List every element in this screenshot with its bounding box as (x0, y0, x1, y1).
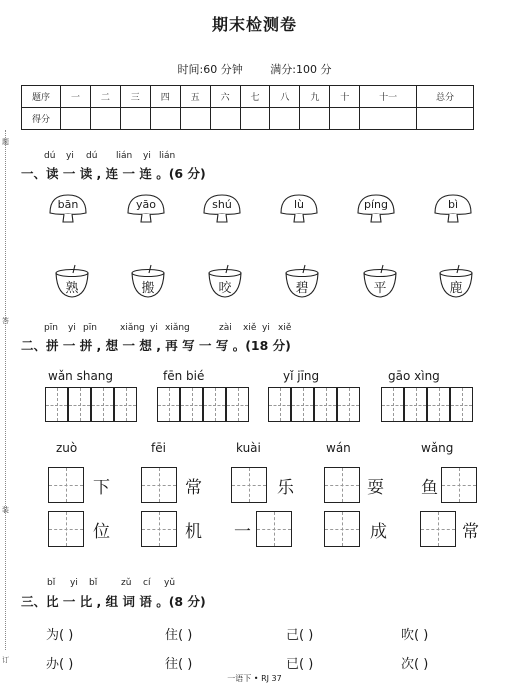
bowl-char: 熟 (65, 281, 79, 296)
word-blank[interactable]: 己( ) (286, 628, 314, 643)
bowl-char: 鹿 (449, 281, 463, 296)
word-blank[interactable]: 往( ) (165, 657, 193, 672)
pinyin: yǔ (164, 578, 176, 588)
pinyin: pīn (44, 323, 58, 333)
char-pinyin: kuài (236, 441, 261, 455)
pinyin: pīn (83, 323, 97, 333)
writing-box[interactable] (427, 387, 450, 422)
score-table-score-row (22, 108, 474, 130)
table-cell: 十一 (360, 86, 417, 108)
table-cell: 六 (210, 86, 240, 108)
pinyin: yi (150, 323, 158, 333)
mushroom[interactable] (279, 193, 319, 223)
mushroom[interactable] (48, 193, 88, 223)
writing-box[interactable] (404, 387, 427, 422)
table-cell: 四 (150, 86, 180, 108)
word-pinyin: yǐ jīng (283, 369, 320, 383)
writing-box[interactable] (48, 511, 84, 547)
given-char: 机 (185, 522, 202, 542)
writing-box[interactable] (141, 511, 177, 547)
writing-box[interactable] (314, 387, 337, 422)
margin-mark: 装 (2, 506, 9, 514)
writing-box[interactable] (141, 467, 177, 503)
pinyin: xiǎng (120, 323, 145, 333)
writing-box[interactable] (324, 511, 360, 547)
bowl-char: 平 (373, 281, 387, 296)
score-input-cell[interactable] (240, 108, 270, 130)
writing-box[interactable] (157, 387, 180, 422)
given-char: 耍 (367, 478, 384, 498)
word-blank[interactable]: 住( ) (165, 628, 193, 643)
table-cell: 得分 (22, 108, 61, 130)
writing-box[interactable] (114, 387, 137, 422)
margin-mark: 订 (2, 656, 9, 664)
writing-box[interactable] (337, 387, 360, 422)
time-limit: 时间:60 分钟 (177, 63, 243, 76)
word-pinyin: gāo xìng (388, 369, 440, 383)
writing-box[interactable] (68, 387, 91, 422)
word-blank[interactable]: 已( ) (286, 657, 314, 672)
mushroom[interactable] (126, 193, 166, 223)
score-input-cell[interactable] (300, 108, 330, 130)
mushroom[interactable] (356, 193, 396, 223)
binding-margin-line (5, 130, 6, 650)
score-input-cell[interactable] (210, 108, 240, 130)
table-cell: 二 (90, 86, 120, 108)
writing-box[interactable] (231, 467, 267, 503)
writing-box[interactable] (45, 387, 68, 422)
mushroom-label: bān (57, 198, 79, 211)
score-input-cell[interactable] (61, 108, 91, 130)
exam-meta (0, 61, 509, 77)
table-cell: 十 (330, 86, 360, 108)
given-char: 乐 (277, 478, 294, 498)
word-blank[interactable]: 为( ) (46, 628, 74, 643)
given-char: 常 (462, 522, 479, 542)
table-cell: 九 (300, 86, 330, 108)
bowl[interactable] (437, 264, 475, 300)
pinyin: xiǎng (165, 323, 190, 333)
table-cell: 五 (180, 86, 210, 108)
writing-box[interactable] (291, 387, 314, 422)
bowl-char: 碧 (295, 281, 309, 296)
given-char: 下 (93, 478, 110, 498)
writing-box[interactable] (268, 387, 291, 422)
pinyin: lián (159, 151, 176, 161)
pinyin: yi (262, 323, 270, 333)
word-blank[interactable]: 吹( ) (401, 628, 429, 643)
writing-box[interactable] (450, 387, 473, 422)
writing-box[interactable] (91, 387, 114, 422)
writing-box[interactable] (381, 387, 404, 422)
word-blank[interactable]: 办( ) (46, 657, 74, 672)
table-cell: 七 (240, 86, 270, 108)
score-input-cell[interactable] (120, 108, 150, 130)
bowl[interactable] (129, 264, 167, 300)
word-pinyin: fēn bié (163, 369, 205, 383)
table-cell: 总分 (417, 86, 474, 108)
pinyin: xiě (278, 323, 292, 333)
bowl-char: 搬 (141, 281, 155, 296)
score-input-cell[interactable] (150, 108, 180, 130)
char-pinyin: fēi (151, 441, 166, 455)
section1-title: 一、读 一 读 , 连 一 连 。(6 分) (21, 166, 206, 181)
table-cell: 一 (61, 86, 91, 108)
mushroom[interactable] (433, 193, 473, 223)
bowl[interactable] (361, 264, 399, 300)
mushroom-label: yāo (136, 198, 156, 211)
pinyin: cí (143, 578, 151, 588)
score-input-cell[interactable] (270, 108, 300, 130)
pinyin: zài (219, 323, 232, 333)
pinyin: dú (44, 151, 56, 161)
table-cell: 八 (270, 86, 300, 108)
score-input-cell[interactable] (360, 108, 417, 130)
margin-mark: 答 (2, 317, 9, 325)
mushroom[interactable] (202, 193, 242, 223)
pinyin: dú (86, 151, 98, 161)
section3-title: 三、比 一 比 , 组 词 语 。(8 分) (21, 594, 206, 609)
pinyin: lián (116, 151, 133, 161)
score-table-header-row (22, 86, 474, 108)
char-pinyin: zuò (56, 441, 78, 455)
writing-box[interactable] (48, 467, 84, 503)
bowl[interactable] (53, 264, 91, 300)
pinyin: zǔ (121, 578, 132, 588)
mushroom-label: bì (447, 198, 459, 211)
margin-mark: 题 (2, 138, 9, 146)
given-char: 一 (234, 522, 251, 542)
mushroom-label: shú (212, 198, 232, 211)
full-score: 满分:100 分 (270, 63, 332, 76)
word-pinyin: wǎn shang (48, 369, 114, 383)
char-pinyin: wǎng (421, 441, 454, 455)
section2-title: 二、拼 一 拼 , 想 一 想 , 再 写 一 写 。(18 分) (21, 338, 291, 353)
score-input-cell[interactable] (90, 108, 120, 130)
mushroom-label: lù (293, 198, 305, 211)
pinyin: yi (70, 578, 78, 588)
pinyin: bǐ (89, 578, 98, 588)
given-char: 常 (185, 478, 202, 498)
writing-box[interactable] (420, 511, 456, 547)
pinyin: yi (68, 323, 76, 333)
score-input-cell[interactable] (417, 108, 474, 130)
given-char: 位 (93, 522, 110, 542)
word-blank[interactable]: 次( ) (401, 657, 429, 672)
page-footer: 一语下 • RJ 37 (227, 674, 282, 683)
table-cell: 题序 (22, 86, 61, 108)
writing-box[interactable] (441, 467, 477, 503)
pinyin: xiě (243, 323, 257, 333)
bowl[interactable] (283, 264, 321, 300)
writing-box[interactable] (180, 387, 203, 422)
score-input-cell[interactable] (180, 108, 210, 130)
mushroom-label: píng (364, 198, 388, 211)
char-pinyin: wán (326, 441, 351, 455)
given-char: 鱼 (421, 478, 438, 498)
writing-box[interactable] (203, 387, 226, 422)
table-cell: 三 (120, 86, 150, 108)
score-input-cell[interactable] (330, 108, 360, 130)
pinyin: yi (143, 151, 151, 161)
writing-box[interactable] (226, 387, 249, 422)
pinyin: bǐ (47, 578, 56, 588)
writing-box[interactable] (324, 467, 360, 503)
score-table (21, 85, 474, 130)
bowl-char: 咬 (218, 281, 232, 296)
given-char: 成 (370, 522, 387, 542)
page-title: 期末检测卷 (211, 15, 297, 34)
writing-box[interactable] (256, 511, 292, 547)
pinyin: yi (66, 151, 74, 161)
bowl[interactable] (206, 264, 244, 300)
